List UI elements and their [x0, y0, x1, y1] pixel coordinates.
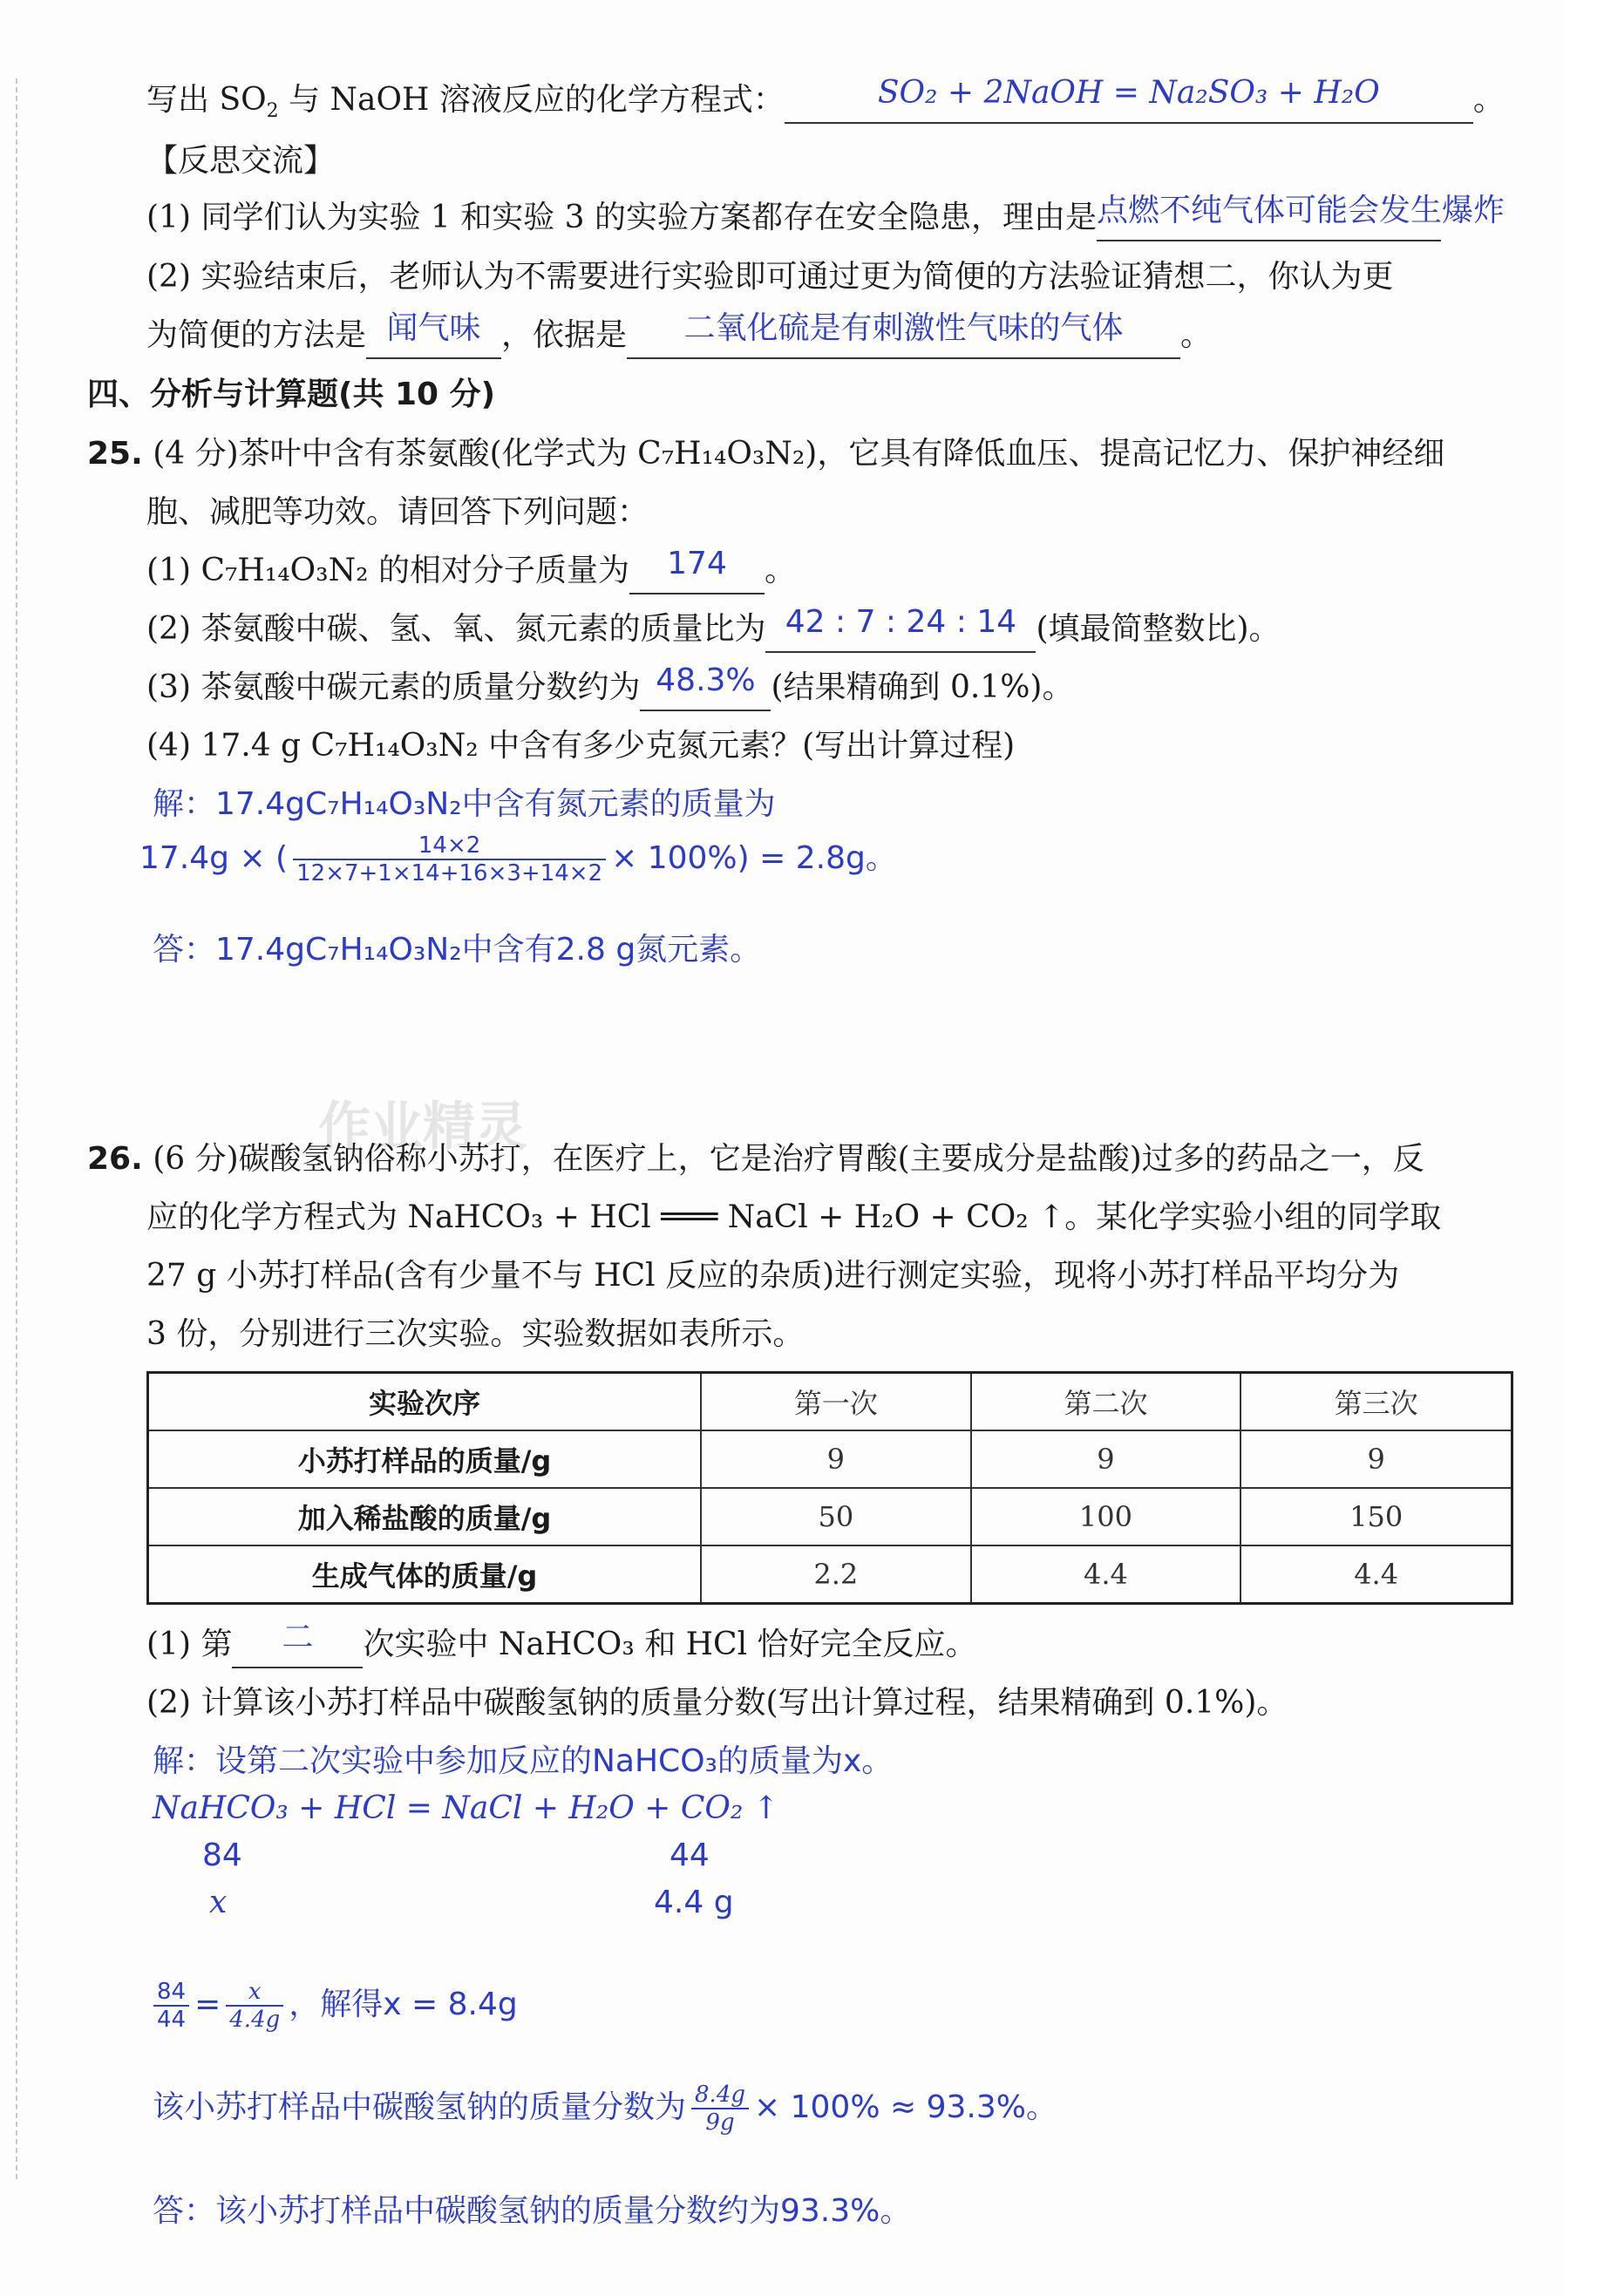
q25-solution-line2: [139, 828, 897, 889]
q25-part2: [146, 604, 1281, 653]
reflection-q2-text-c: ，依据是: [501, 317, 628, 353]
q26-intro-line2: 应的化学方程式为 NaHCO₃ + HCl ═══ NaCl + H₂O + CO₂ ↑。某化学实验小组的同学取: [146, 1199, 1442, 1235]
q25-part3-blank: [640, 662, 771, 711]
watermark-text: 作业精灵: [318, 1097, 527, 1158]
binding-margin-line: [16, 78, 17, 2179]
reflection-title: 【反思交流】: [146, 143, 336, 179]
method-blank: [366, 310, 501, 359]
q25-fraction-denominator: 12×7+1×14+16×3+14×2: [296, 860, 603, 886]
reflection-q1-text: (1) 同学们认为实验 1 和实验 3 的实验方案都存在安全隐患，理由是: [146, 200, 1098, 235]
percentage-lead: 该小苏打样品中碳酸氢钠的质量分数为: [153, 2089, 687, 2125]
q26-part1: [146, 1620, 977, 1668]
table-cell: 9: [701, 1430, 971, 1488]
ratio-numerator-1: 84: [153, 1979, 189, 2007]
ratio-tail: ，解得x = 8.4g: [289, 1987, 518, 2022]
q26-final-answer: 答：该小苏打样品中碳酸氢钠的质量分数约为93.3%。: [153, 2193, 912, 2229]
q26-intro-line3: 27 g 小苏打样品(含有少量不与 HCl 反应的杂质)进行测定实验，现将小苏打样品平均分为: [146, 1258, 1400, 1294]
q25-intro-line1: [87, 432, 1444, 476]
q25-intro-a: (4 分)茶叶中含有茶氨酸(化学式为 C₇H₁₄O₃N₂)，它具有降低血压、提高记忆力、保护神经细: [153, 436, 1445, 472]
reflection-q1-blank: [1097, 193, 1505, 241]
so2-prompt-b: 与 NaOH 溶液反应的化学方程式：: [278, 82, 785, 118]
q26-ratio-line: [148, 1974, 518, 2035]
q25-part1-text: (1) C₇H₁₄O₃N₂ 的相对分子质量为: [146, 553, 629, 588]
q25-solution-line1: 解：17.4gC₇H₁₄O₃N₂中含有氮元素的质量为: [153, 786, 776, 822]
ratio-equals: =: [194, 1987, 221, 2022]
table-header-cell: 第三次: [1240, 1373, 1512, 1431]
section4-title: 四、分析与计算题(共 10 分): [87, 377, 496, 412]
q26-mass-44: 44: [669, 1837, 710, 1873]
ratio-denominator-2: 4.4g: [229, 2007, 281, 2033]
reflection-q2-line1: (2) 实验结束后，老师认为不需要进行实验即可通过更为简便的方法验证猜想二，你认为更: [146, 259, 1394, 295]
q26-number: 26.: [87, 1141, 143, 1177]
percentage-denominator: 9g: [705, 2109, 735, 2136]
q25-part2-blank: [765, 604, 1036, 653]
table-cell: 100: [971, 1488, 1241, 1545]
q25-part1-answer: 174: [667, 546, 727, 581]
q26-intro-line4: 3 份，分别进行三次实验。实验数据如表所示。: [146, 1316, 805, 1352]
q26-var-4-4g: 4.4 g: [654, 1885, 734, 1920]
table-cell: 生成气体的质量/g: [148, 1545, 702, 1604]
q25-part3: [146, 662, 1074, 711]
q25-fraction-numerator: 14×2: [293, 832, 606, 860]
q26-percentage-line: [153, 2077, 1057, 2138]
q25-number: 25.: [87, 436, 143, 472]
q26-intro-line1: [87, 1138, 1424, 1181]
q25-part2-answer: 42 : 7 : 24 : 14: [785, 604, 1017, 640]
q25-fraction: [293, 832, 606, 886]
so2-question-line: 写出 $SO_2$ 与 NaOH 溶液反应的化学方程式： SO₂ + 2NaOH = Na₂SO₃ + H₂O 。: [146, 75, 1505, 123]
q26-solution-line1: 解：设第二次实验中参加反应的NaHCO₃的质量为x。: [153, 1743, 894, 1779]
ratio-numerator-2: x: [226, 1979, 283, 2007]
percentage-tail: × 100% ≈ 93.3%。: [754, 2089, 1057, 2125]
table-row: [148, 1488, 1512, 1545]
reflection-q1: [146, 193, 1505, 241]
q26-part1-answer: 二: [282, 1620, 314, 1655]
table-cell: 9: [971, 1430, 1241, 1488]
table-cell: 加入稀盐酸的质量/g: [148, 1488, 702, 1545]
q25-part1-blank: [629, 546, 765, 594]
table-cell: 50: [701, 1488, 971, 1545]
table-header-cell: 第二次: [971, 1373, 1241, 1431]
table-cell: 小苏打样品的质量/g: [148, 1430, 702, 1488]
table-row: [148, 1430, 1512, 1488]
table-header-cell: 第一次: [701, 1373, 971, 1431]
ratio-fraction-2: [226, 1979, 283, 2033]
reflection-q2-text-b: 为简便的方法是: [146, 317, 367, 353]
q26-part1-text-b: 次实验中 NaHCO₃ 和 HCl 恰好完全反应。: [363, 1627, 977, 1662]
q25-part4: (4) 17.4 g C₇H₁₄O₃N₂ 中含有多少克氮元素？(写出计算过程): [146, 728, 1016, 764]
basis-answer: 二氧化硫是有刺激性气味的气体: [683, 310, 1124, 346]
q25-part1: [146, 546, 797, 594]
q26-part1-blank: [232, 1620, 363, 1668]
percentage-fraction: [691, 2082, 749, 2136]
q25-part2-tail: (填最简整数比)。: [1036, 611, 1281, 647]
table-cell: 9: [1240, 1430, 1512, 1488]
q25-part3-answer: 48.3%: [656, 662, 756, 698]
end-mark: 。: [1472, 82, 1505, 118]
q26-part1-text-a: (1) 第: [146, 1627, 233, 1662]
table-row: [148, 1545, 1512, 1604]
q26-equation: NaHCO₃ + HCl = NaCl + H₂O + CO₂ ↑: [153, 1790, 779, 1826]
table-cell: 4.4: [971, 1545, 1241, 1604]
method-answer: 闻气味: [386, 310, 481, 346]
q25-final-answer: 答：17.4gC₇H₁₄O₃N₂中含有2.8 g氮元素。: [153, 932, 762, 968]
so2-answer: SO₂ + 2NaOH = Na₂SO₃ + H₂O: [877, 75, 1380, 111]
q25-intro-line2: 胞、减肥等功效。请回答下列问题：: [146, 494, 649, 530]
end-mark: 。: [765, 553, 797, 588]
q25-part3-text: (3) 茶氨酸中碳元素的质量分数约为: [146, 669, 641, 705]
ratio-fraction-1: [153, 1979, 189, 2033]
q25-solution-lead: 17.4g × (: [139, 840, 289, 876]
end-mark: 。: [1180, 317, 1213, 353]
q25-solution-tail: × 100%) = 2.8g。: [611, 840, 897, 876]
reflection-q1-answer: 点燃不纯气体可能会发生爆炸: [1097, 193, 1505, 228]
q26-mass-84: 84: [202, 1837, 242, 1873]
basis-blank: [627, 310, 1180, 359]
table-header-row: [148, 1373, 1512, 1431]
percentage-numerator: 8.4g: [691, 2082, 749, 2109]
so2-prompt: 写出 SO: [146, 82, 267, 118]
ratio-denominator-1: 44: [157, 2007, 187, 2033]
q26-var-x: x: [209, 1885, 228, 1920]
table-header-cell: 实验次序: [148, 1373, 702, 1431]
q25-part2-text: (2) 茶氨酸中碳、氢、氧、氮元素的质量比为: [146, 611, 766, 647]
q26-intro-a: (6 分)碳酸氢钠俗称小苏打，在医疗上，它是治疗胃酸(主要成分是盐酸)过多的药品之一，反: [153, 1141, 1424, 1177]
table-cell: 150: [1240, 1488, 1512, 1545]
reflection-q2-line2: [146, 310, 1213, 359]
experiment-data-table: [146, 1371, 1513, 1605]
q25-part3-tail: (结果精确到 0.1%)。: [771, 669, 1074, 705]
q26-part2: (2) 计算该小苏打样品中碳酸氢钠的质量分数(写出计算过程，结果精确到 0.1%)。: [146, 1685, 1288, 1721]
table-cell: 2.2: [701, 1545, 971, 1604]
table-cell: 4.4: [1240, 1545, 1512, 1604]
